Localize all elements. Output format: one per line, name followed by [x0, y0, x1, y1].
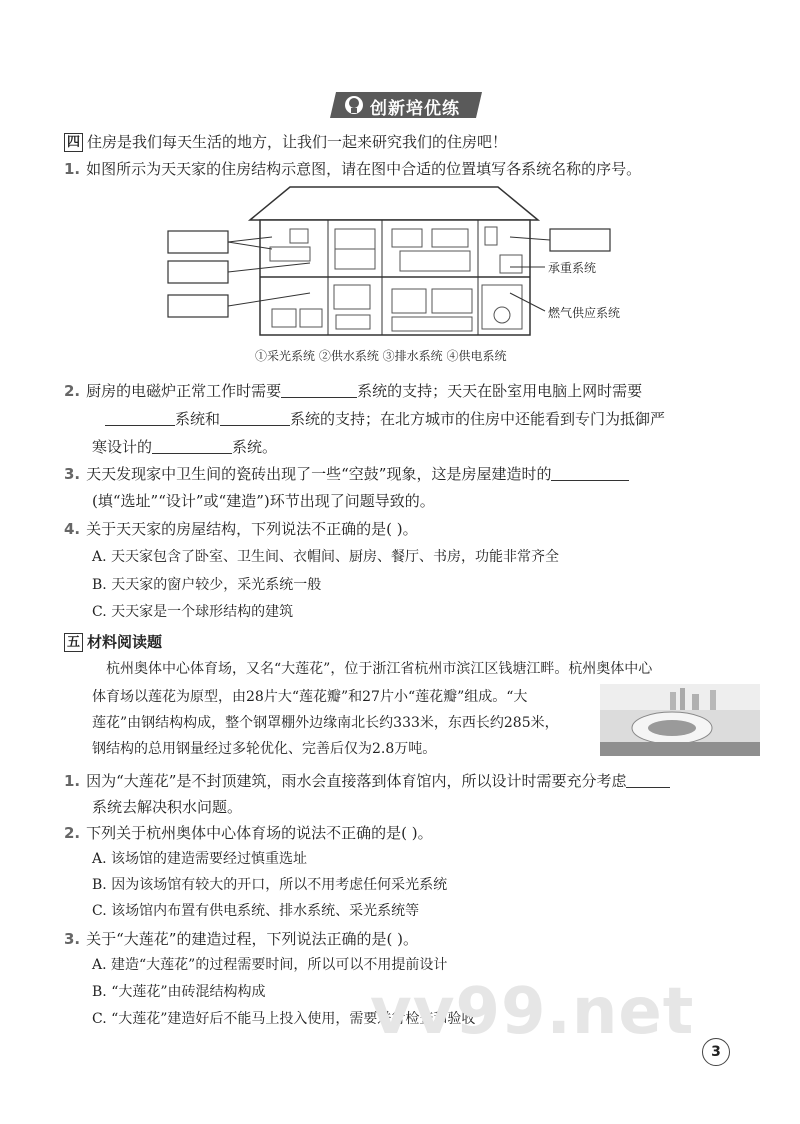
s5-q3-option-a: A. 建造“大莲花”的过程需要时间，所以可以不用提前设计 [92, 957, 448, 973]
passage-line-2: 体育场以莲花为原型，由28片大“莲花瓣”和27片小“莲花瓣”组成。“大 [92, 689, 528, 705]
s4-q2-text-1b: 系统的支持；天天在卧室用电脑上网时需要 [357, 382, 643, 400]
s4-q4-option-a: A. 天天家包含了卧室、卫生间、衣帽间、厨房、餐厅、书房，功能非常齐全 [92, 549, 560, 565]
stadium-photo [600, 684, 760, 756]
passage-line-4: 钢结构的总用钢量经过多轮优化、完善后仅为2.8万吨。 [92, 741, 437, 757]
s4-q1 [64, 158, 641, 180]
s4-q4-stem-text: 关于天天家的房屋结构，下列说法不正确的是( )。 [86, 520, 418, 538]
watermark: vv99.net [370, 975, 695, 1049]
answer-blank[interactable] [626, 771, 670, 788]
s5-q1-line2: 系统去解决积水问题。 [92, 798, 243, 816]
section4-intro [64, 131, 507, 153]
s5-q1-line1 [64, 770, 670, 792]
s4-q3-number: 3. [64, 465, 81, 483]
section-banner [330, 90, 482, 120]
section5-heading [64, 631, 162, 653]
answer-blank[interactable] [281, 381, 357, 398]
s4-q2-text-2a: 系统和 [175, 410, 221, 428]
passage-line-1: 杭州奥体中心体育场，又名“大莲花”，位于浙江省杭州市滨江区钱塘江畔。杭州奥体中心 [106, 661, 653, 677]
s4-q1-number: 1. [64, 160, 81, 178]
s5-q3-stem-text: 关于“大莲花”的建造过程，下列说法正确的是( )。 [86, 930, 418, 948]
s5-q3-option-c: C. “大莲花”建造好后不能马上投入使用，需要进行检查和验收 [92, 1011, 476, 1027]
s5-q3-stem [64, 928, 418, 950]
answer-box-3 [168, 295, 228, 317]
section4-intro-text: 住房是我们每天生活的地方，让我们一起来研究我们的住房吧！ [87, 133, 508, 151]
s5-q1-number: 1. [64, 772, 81, 790]
s4-q3-line2: (填“选址”“设计”或“建造”)环节出现了问题导致的。 [92, 492, 435, 510]
s4-q4-number: 4. [64, 520, 81, 538]
answer-box-4 [550, 229, 610, 251]
section5-title: 材料阅读题 [87, 633, 163, 651]
s4-q2-text-1a: 厨房的电磁炉正常工作时需要 [86, 382, 282, 400]
s4-q4-option-c: C. 天天家是一个球形结构的建筑 [92, 604, 294, 620]
s4-q4-stem [64, 518, 418, 540]
section4-tag: 四 [64, 133, 83, 152]
answer-box-2 [168, 261, 228, 283]
banner-title: 创新培优练 [370, 99, 460, 119]
label-bearing-system: 承重系统 [548, 261, 597, 275]
answer-blank[interactable] [551, 464, 629, 481]
diagram-legend: ①采光系统 ②供水系统 ③排水系统 ④供电系统 [255, 349, 507, 363]
s4-q2-line2 [105, 408, 665, 430]
s5-q2-option-b: B. 因为该场馆有较大的开口，所以不用考虑任何采光系统 [92, 877, 448, 893]
s5-q3-option-b: B. “大莲花”由砖混结构构成 [92, 984, 266, 1000]
answer-blank[interactable] [220, 409, 290, 426]
s4-q3-line1 [64, 463, 629, 485]
s5-q3-number: 3. [64, 930, 81, 948]
answer-box-1 [168, 231, 228, 253]
s4-q2-line1 [64, 380, 642, 402]
s4-q2-line3 [92, 436, 277, 458]
s4-q2-text-2b: 系统的支持；在北方城市的住房中还能看到专门为抵御严 [290, 410, 666, 428]
s4-q3-text-1: 天天发现家中卫生间的瓷砖出现了一些“空鼓”现象，这是房屋建造时的 [86, 465, 552, 483]
answer-blank[interactable] [105, 409, 175, 426]
s4-q1-text: 如图所示为天天家的住房结构示意图，请在图中合适的位置填写各系统名称的序号。 [86, 160, 642, 178]
s5-q2-stem-text: 下列关于杭州奥体中心体育场的说法不正确的是( )。 [86, 824, 433, 842]
page-number: 3 [702, 1038, 730, 1066]
label-gas-system: 燃气供应系统 [548, 306, 621, 320]
passage-line-3: 莲花”由钢结构构成，整个钢罩棚外边缘南北长约333米，东西长约285米， [92, 715, 559, 731]
s4-q2-text-3b: 系统。 [232, 438, 278, 456]
answer-blank[interactable] [152, 437, 232, 454]
s4-q2-text-3a: 寒设计的 [92, 438, 153, 456]
s5-q2-number: 2. [64, 824, 81, 842]
roof [250, 187, 538, 220]
s4-q4-option-b: B. 天天家的窗户较少，采光系统一般 [92, 577, 322, 593]
s5-q2-option-c: C. 该场馆内布置有供电系统、排水系统、采光系统等 [92, 903, 420, 919]
section5-tag: 五 [64, 633, 83, 652]
s5-q1-text-1: 因为“大莲花”是不封顶建筑，雨水会直接落到体育馆内，所以设计时需要充分考虑 [86, 772, 627, 790]
s5-q2-option-a: A. 该场馆的建造需要经过慎重选址 [92, 851, 308, 867]
s4-q2-number: 2. [64, 382, 81, 400]
s5-q2-stem [64, 822, 433, 844]
